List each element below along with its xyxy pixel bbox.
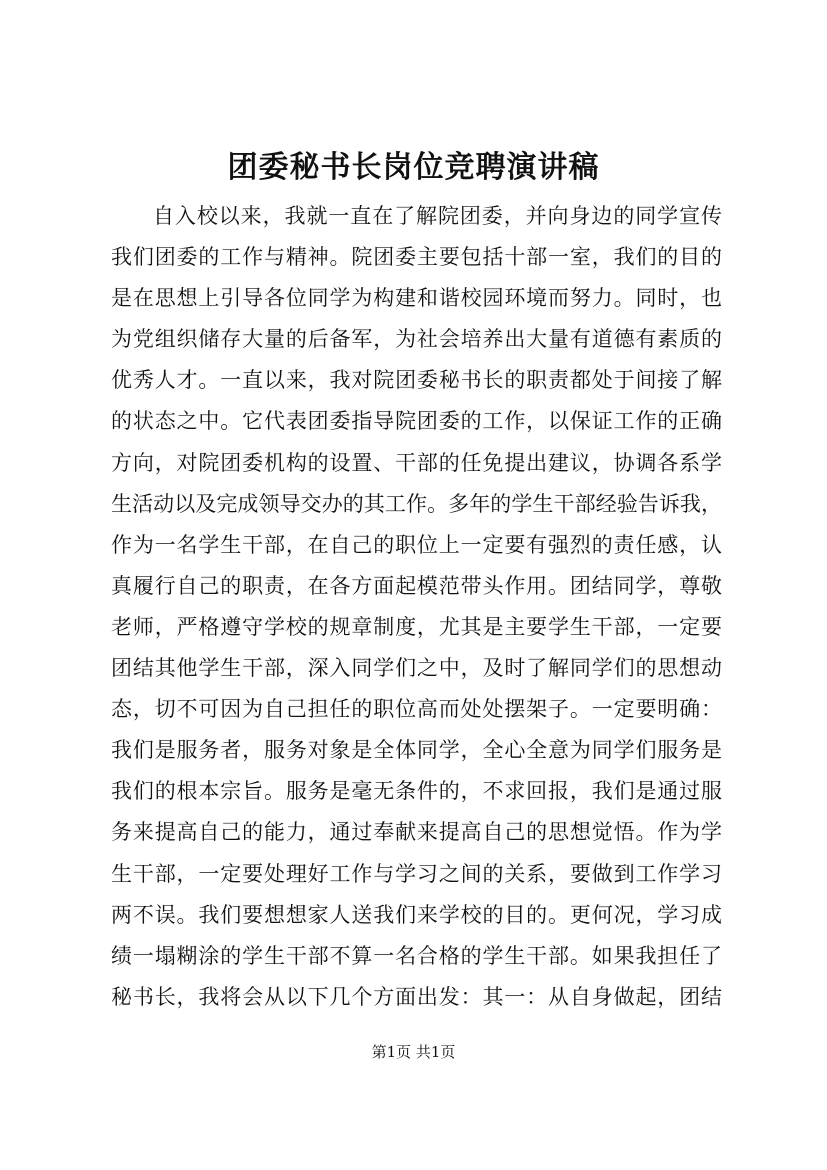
- body-line: 态，切不可因为自己担任的职位高而处处摆架子。一定要明确：: [111, 697, 722, 722]
- body-line: 真履行自己的职责，在各方面起模范带头作用。团结同学，尊敬: [111, 573, 722, 598]
- body-line: 秘书长，我将会从以下几个方面出发：其一：从自身做起，团结: [111, 984, 722, 1009]
- document-title: 团委秘书长岗位竞聘演讲稿: [227, 150, 600, 185]
- body-line: 团结其他学生干部，深入同学们之中，及时了解同学们的思想动: [111, 656, 722, 681]
- page-number-label: 第1页 共1页: [371, 1043, 456, 1061]
- body-line: 方向，对院团委机构的设置、干部的任免提出建议，协调各系学: [111, 450, 722, 475]
- document-body: [111, 196, 722, 1018]
- body-line: 是在思想上引导各位同学为构建和谐校园环境而努力。同时，也: [111, 286, 722, 311]
- body-line: 我们是服务者，服务对象是全体同学，全心全意为同学们服务是: [111, 738, 722, 763]
- body-line: 老师，严格遵守学校的规章制度，尤其是主要学生干部，一定要: [111, 614, 722, 639]
- body-line: 生干部，一定要处理好工作与学习之间的关系，要做到工作学习: [111, 861, 722, 886]
- body-line: 我们团委的工作与精神。院团委主要包括十部一室，我们的目的: [111, 245, 722, 270]
- body-line: 我们的根本宗旨。服务是毫无条件的，不求回报，我们是通过服: [111, 779, 722, 804]
- body-line: 的状态之中。它代表团委指导院团委的工作，以保证工作的正确: [111, 409, 722, 434]
- body-line: 生活动以及完成领导交办的其工作。多年的学生干部经验告诉我，: [111, 491, 722, 516]
- body-line: 绩一塌糊涂的学生干部不算一名合格的学生干部。如果我担任了: [111, 943, 722, 968]
- page-footer: [0, 1041, 827, 1063]
- body-line: 两不误。我们要想想家人送我们来学校的目的。更何况，学习成: [111, 902, 722, 927]
- body-line: 务来提高自己的能力，通过奉献来提高自己的思想觉悟。作为学: [111, 820, 722, 845]
- body-line: 为党组织储存大量的后备军，为社会培养出大量有道德有素质的: [111, 327, 722, 352]
- body-line: 优秀人才。一直以来，我对院团委秘书长的职责都处于间接了解: [111, 368, 722, 393]
- body-line: 自入校以来，我就一直在了解院团委，并向身边的同学宣传: [153, 204, 722, 228]
- body-line: 作为一名学生干部，在自己的职位上一定要有强烈的责任感，认: [111, 532, 722, 557]
